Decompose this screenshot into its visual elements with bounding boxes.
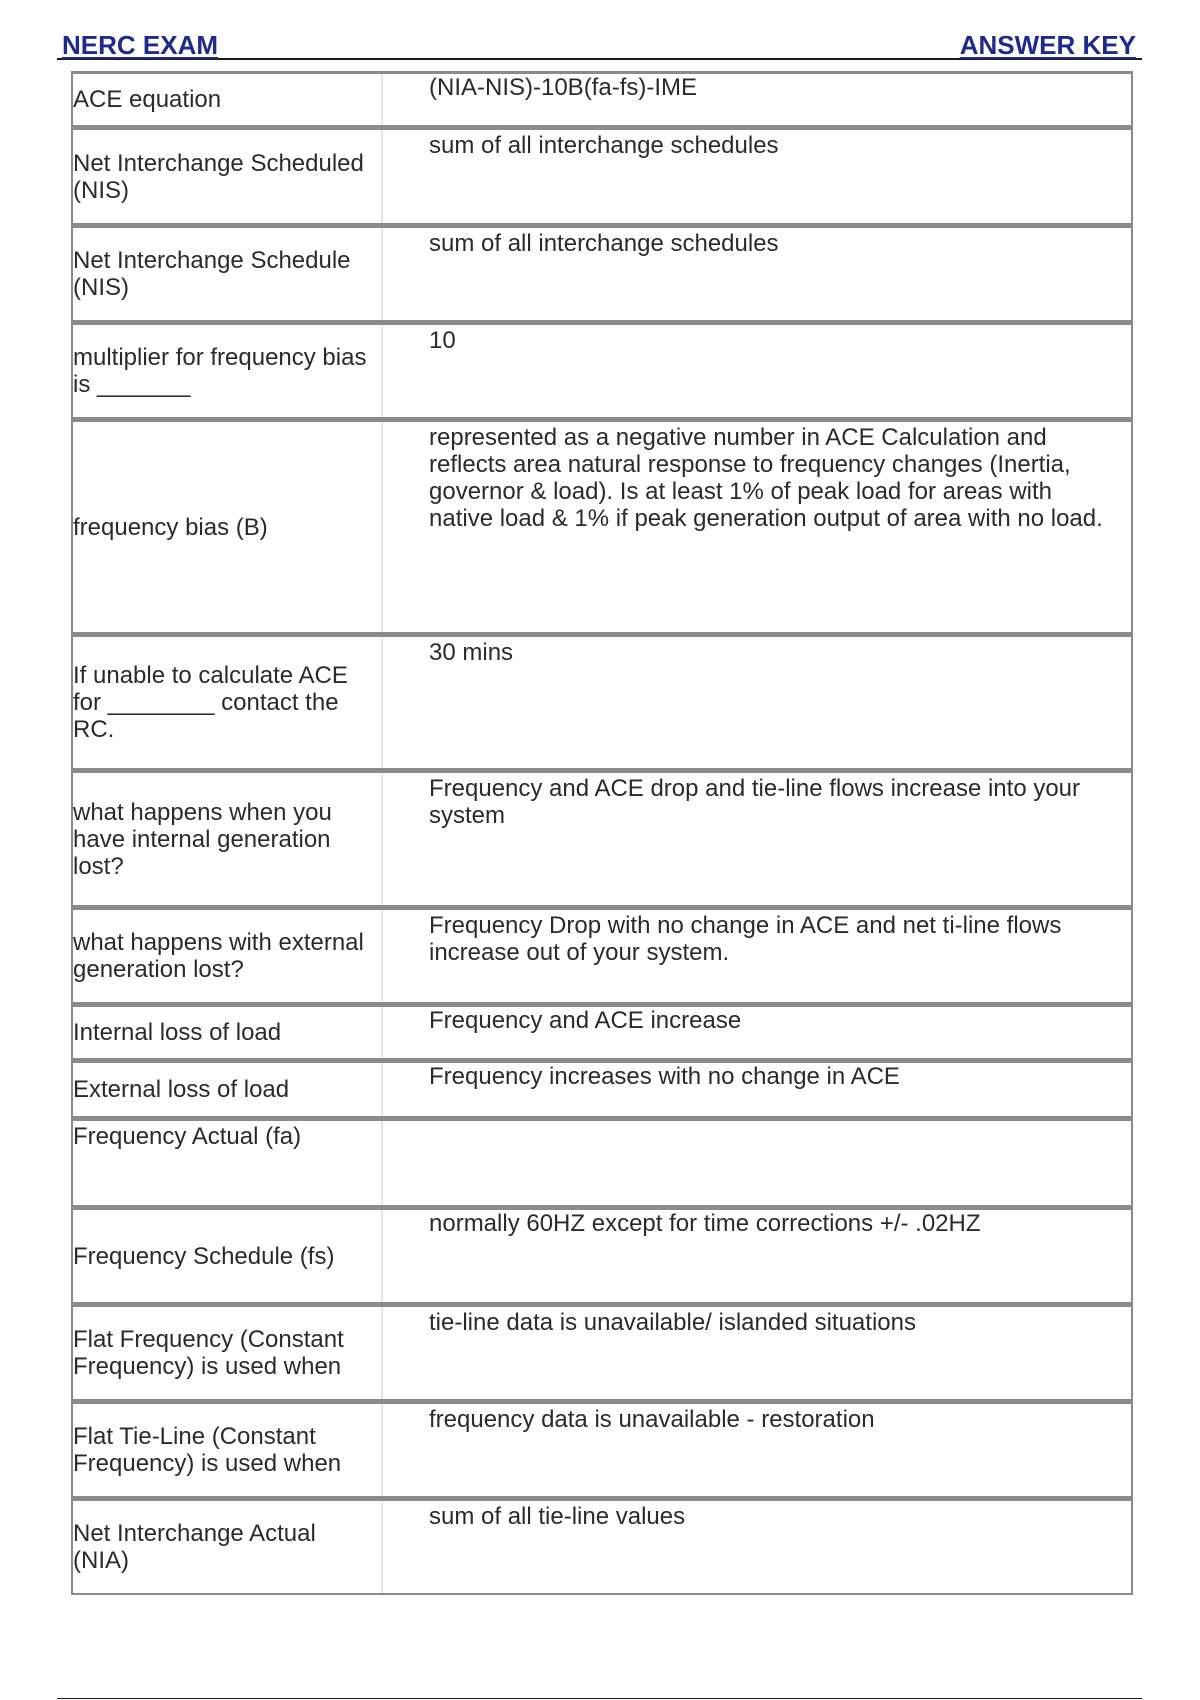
flashcard-row bbox=[71, 1207, 1133, 1304]
term-cell: Net Interchange Actual (NIA) bbox=[73, 1501, 383, 1593]
flashcard-row bbox=[71, 71, 1133, 127]
term-cell: Net Interchange Scheduled (NIS) bbox=[73, 130, 383, 223]
definition-cell bbox=[383, 1121, 1131, 1205]
flashcard-row bbox=[71, 1304, 1133, 1401]
term-cell: If unable to calculate ACE for ________ contact the RC. bbox=[73, 637, 383, 768]
answer-key-label: ANSWER KEY bbox=[959, 30, 1136, 60]
flashcard-row bbox=[71, 634, 1133, 770]
term-cell: Net Interchange Schedule (NIS) bbox=[73, 228, 383, 320]
exam-title: NERC EXAM bbox=[62, 30, 219, 60]
definition-cell: (NIA-NIS)-10B(fa-fs)-IME bbox=[429, 74, 698, 101]
term-cell: multiplier for frequency bias is _______ bbox=[73, 325, 383, 417]
term-cell: Frequency Actual (fa) bbox=[73, 1121, 383, 1205]
definition-cell: normally 60HZ except for time corrections +/- .02HZ bbox=[429, 1210, 981, 1237]
flashcard-row bbox=[71, 1118, 1133, 1207]
definition-cell: sum of all interchange schedules bbox=[429, 230, 779, 257]
flashcard-row bbox=[71, 1004, 1133, 1060]
flashcard-row bbox=[71, 1060, 1133, 1118]
definition-cell: Frequency and ACE drop and tie-line flows increase into your system bbox=[429, 775, 1081, 829]
term-cell: Flat Frequency (Constant Frequency) is used when bbox=[73, 1307, 383, 1399]
flashcard-row bbox=[71, 770, 1133, 907]
term-cell: Internal loss of load bbox=[73, 1007, 383, 1058]
term-cell: Flat Tie-Line (Constant Frequency) is used when bbox=[73, 1404, 383, 1496]
definition-cell: represented as a negative number in ACE Calculation and reflects area natural response to frequency changes (Inertia, governor & load). Is at least 1% of peak load for areas with native load & 1% if peak generation output of area with no load. bbox=[429, 424, 1103, 532]
definition-cell: Frequency Drop with no change in ACE and net ti-line flows increase out of your system. bbox=[429, 912, 1062, 966]
definition-cell: Frequency increases with no change in ACE bbox=[429, 1063, 900, 1090]
flashcard-row bbox=[71, 127, 1133, 225]
term-cell: frequency bias (B) bbox=[73, 422, 383, 632]
flashcard-row bbox=[71, 225, 1133, 322]
definition-cell: 10 bbox=[429, 327, 456, 354]
flashcard-row bbox=[71, 1498, 1133, 1595]
definition-cell: sum of all interchange schedules bbox=[429, 132, 779, 159]
definition-cell: tie-line data is unavailable/ islanded situations bbox=[429, 1309, 916, 1336]
term-cell: Frequency Schedule (fs) bbox=[73, 1210, 383, 1302]
definition-cell: Frequency and ACE increase bbox=[429, 1007, 742, 1034]
definition-cell: 30 mins bbox=[429, 639, 514, 666]
page-footer-rule bbox=[57, 1698, 1142, 1699]
term-cell: External loss of load bbox=[73, 1063, 383, 1116]
definition-cell: sum of all tie-line values bbox=[429, 1503, 686, 1530]
flashcard-row bbox=[71, 907, 1133, 1004]
term-cell: ACE equation bbox=[73, 74, 383, 125]
flashcard-row bbox=[71, 322, 1133, 419]
flashcard-row bbox=[71, 419, 1133, 634]
term-cell: what happens when you have internal generation lost? bbox=[73, 773, 383, 905]
flashcard-row bbox=[71, 1401, 1133, 1498]
definition-cell: frequency data is unavailable - restoration bbox=[429, 1406, 875, 1433]
flashcard-table bbox=[71, 71, 1133, 1595]
page-header bbox=[57, 30, 1142, 60]
term-cell: what happens with external generation lost? bbox=[73, 910, 383, 1002]
